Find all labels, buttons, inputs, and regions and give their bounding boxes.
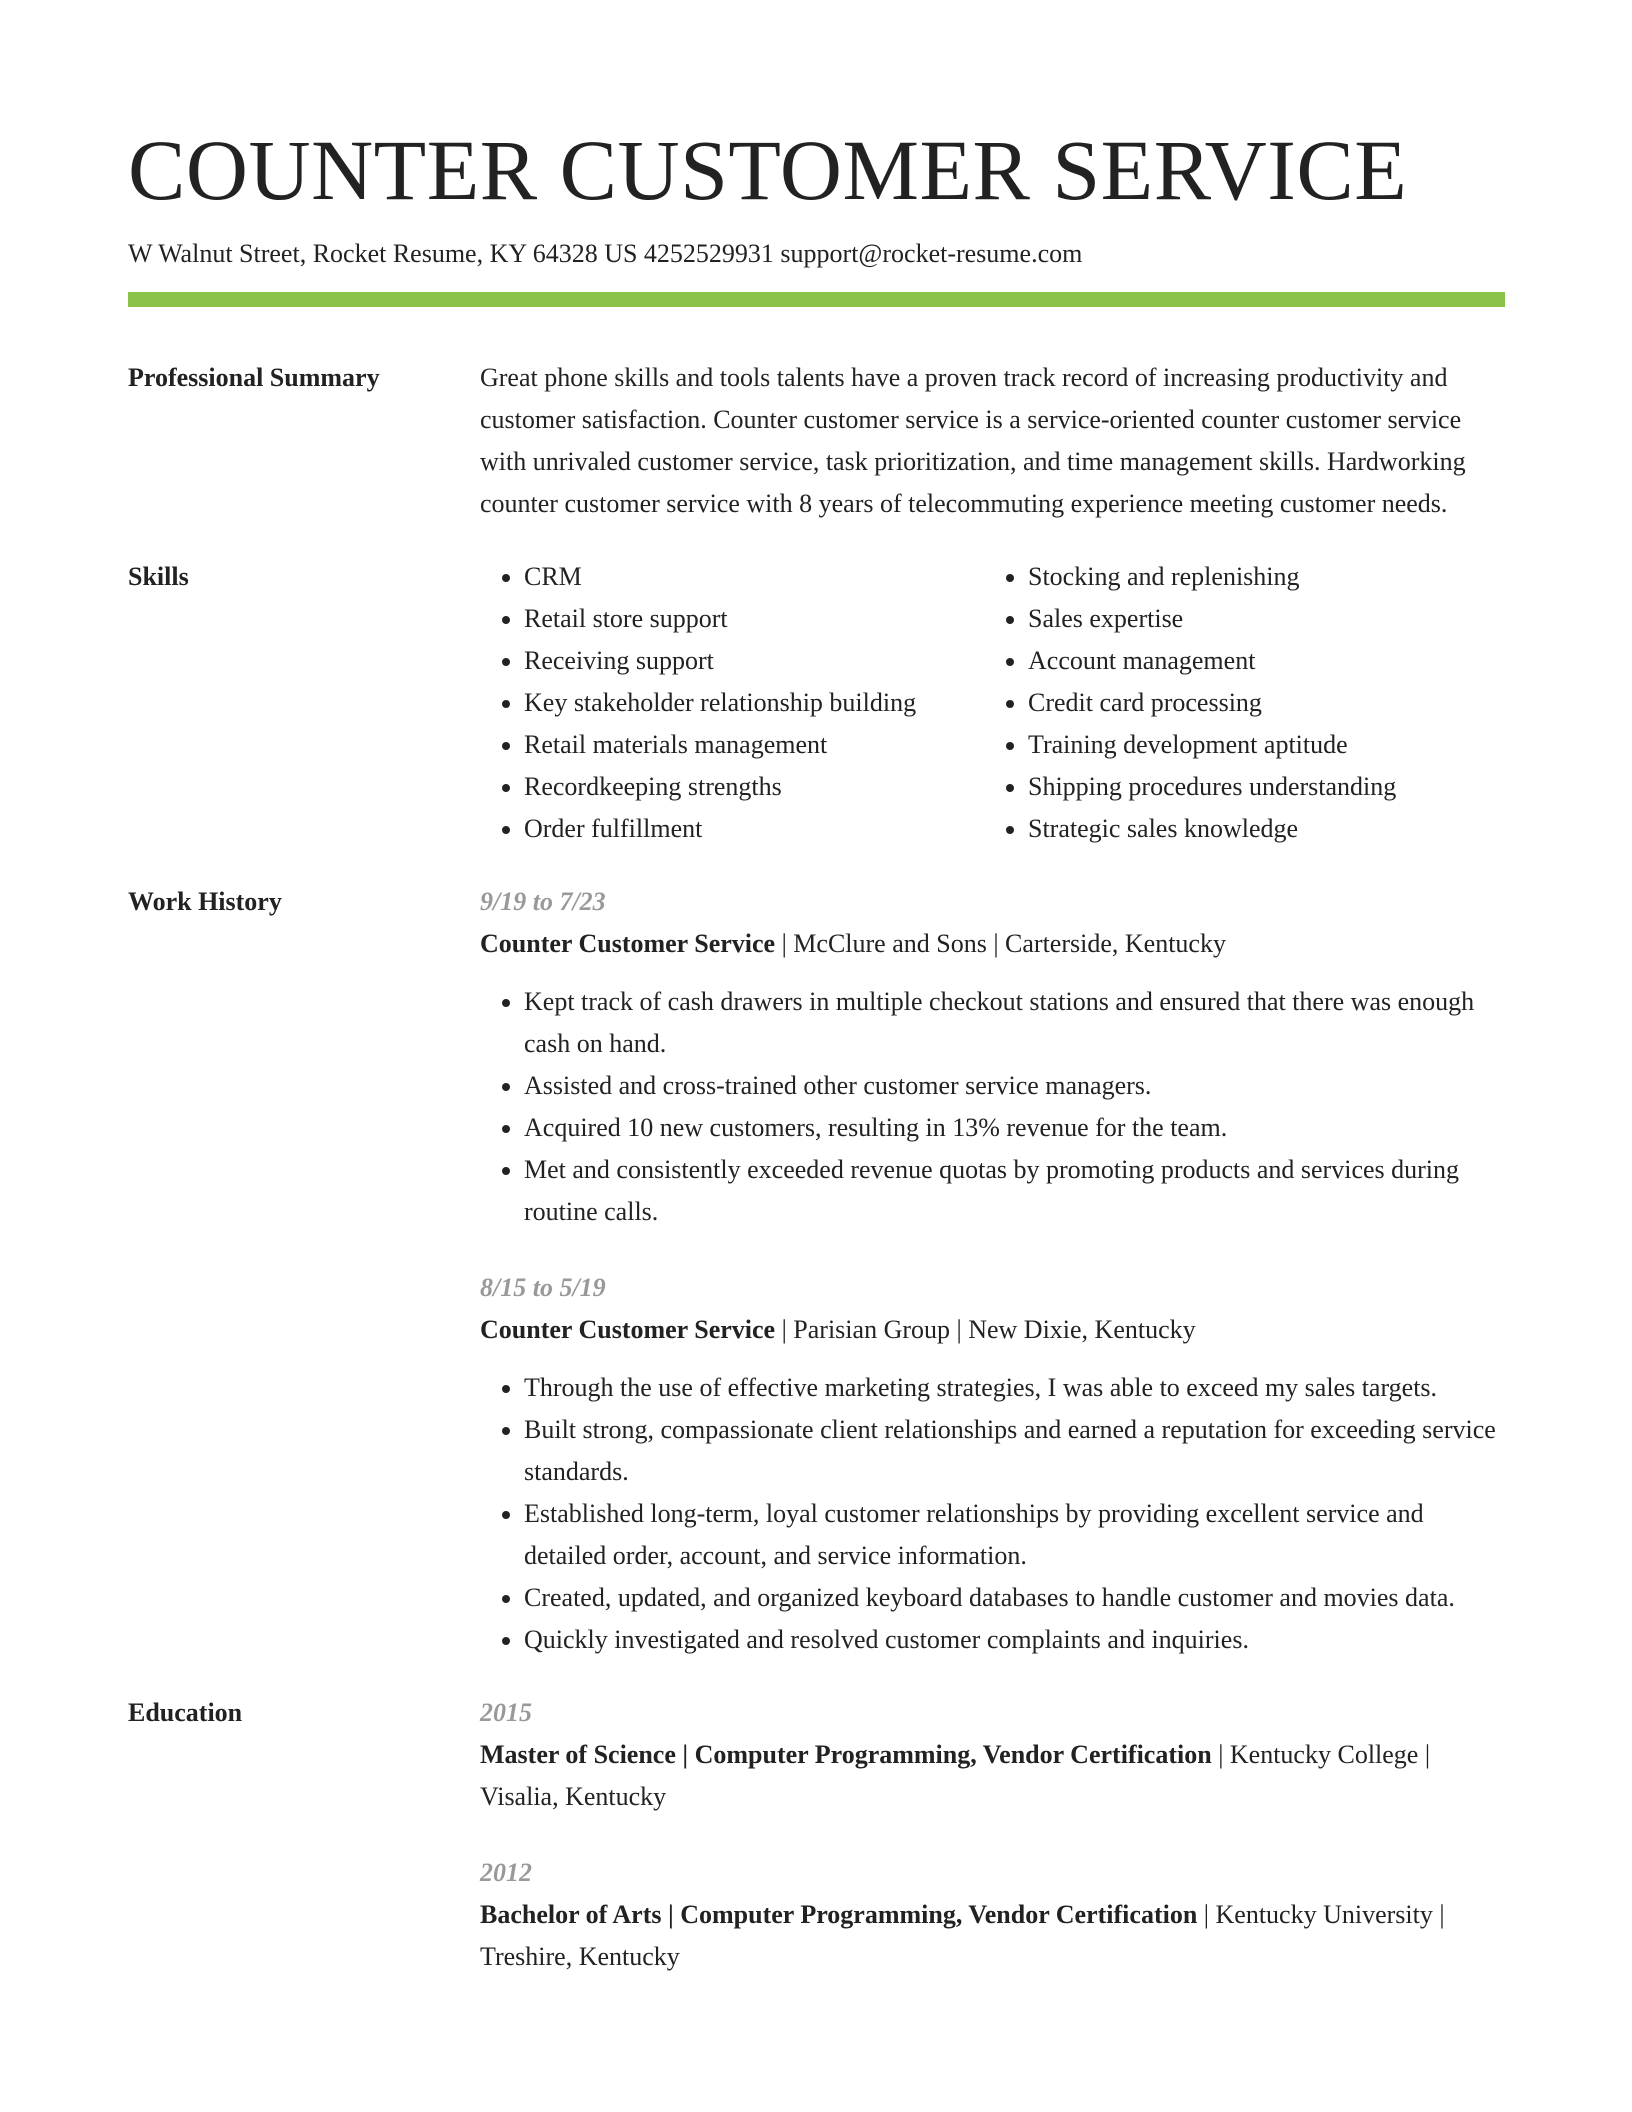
resume-name: COUNTER CUSTOMER SERVICE (128, 122, 1408, 218)
header-divider (128, 292, 1505, 307)
skill-item: • Stocking and replenishing (1028, 556, 1396, 598)
skills-label: Skills (128, 562, 189, 591)
work-history-label: Work History (128, 887, 282, 916)
education-details: | Kentucky College | Visalia, Kentucky (480, 1740, 1431, 1811)
education-degree: Bachelor of Arts | Computer Programming, Vendor Certification (480, 1900, 1198, 1929)
job-bullet: • Quickly investigated and resolved customer complaints and inquiries. (524, 1619, 1505, 1661)
skills-list-right (984, 556, 1396, 850)
education-entry (480, 1692, 1505, 1818)
skill-item: • Recordkeeping strengths (524, 766, 984, 808)
job-bullets (480, 1367, 1505, 1661)
skill-item: • Retail materials management (524, 724, 984, 766)
education-section (128, 1692, 1505, 1978)
job-bullet: • Met and consistently exceeded revenue quotas by promoting products and services during routine calls. (524, 1149, 1505, 1233)
skill-item: • Order fulfillment (524, 808, 984, 850)
education-label: Education (128, 1698, 243, 1727)
skill-item: • Account management (1028, 640, 1396, 682)
skill-item: • Training development aptitude (1028, 724, 1396, 766)
job-bullet: • Assisted and cross-trained other customer service managers. (524, 1065, 1505, 1107)
skill-item: • Sales expertise (1028, 598, 1396, 640)
education-degree-line (480, 1734, 1505, 1818)
job-title: Counter Customer Service (480, 929, 776, 958)
job-bullet: • Created, updated, and organized keyboard databases to handle customer and movies data. (524, 1577, 1505, 1619)
job-bullet: • Built strong, compassionate client relationships and earned a reputation for exceeding service standards. (524, 1409, 1505, 1493)
job-dates: 9/19 to 7/23 (480, 887, 606, 916)
skills-list-left (480, 556, 984, 850)
education-entry (480, 1852, 1505, 1978)
education-degree-line (480, 1894, 1505, 1978)
skill-item: • Shipping procedures understanding (1028, 766, 1396, 808)
work-history-section (128, 881, 1505, 1661)
job-details: | Parisian Group | New Dixie, Kentucky (775, 1315, 1196, 1344)
job-details: | McClure and Sons | Carterside, Kentucky (775, 929, 1226, 958)
job-bullet: • Acquired 10 new customers, resulting in 13% revenue for the team. (524, 1107, 1505, 1149)
job-bullet: • Through the use of effective marketing strategies, I was able to exceed my sales targets. (524, 1367, 1505, 1409)
job-entry (480, 881, 1505, 1233)
skill-item: • Strategic sales knowledge (1028, 808, 1396, 850)
job-title: Counter Customer Service (480, 1315, 776, 1344)
skill-item: • Receiving support (524, 640, 984, 682)
job-bullet: • Kept track of cash drawers in multiple checkout stations and ensured that there was enough cash on hand. (524, 981, 1505, 1065)
job-bullets (480, 981, 1505, 1233)
summary-section (128, 357, 1505, 525)
job-dates: 8/15 to 5/19 (480, 1273, 606, 1302)
skill-item: • Key stakeholder relationship building (524, 682, 984, 724)
skill-item: • Retail store support (524, 598, 984, 640)
summary-text: Great phone skills and tools talents have a proven track record of increasing productivity and customer satisfaction. Counter customer service is a service-oriented counter customer service with unrivaled customer service, task prioritization, and time management skills. Hardworking counter customer service with 8 years of telecommuting experience meeting customer needs. (480, 363, 1466, 518)
job-bullet: • Established long-term, loyal customer relationships by providing excellent service and detailed order, account, and service information. (524, 1493, 1505, 1577)
skills-section (128, 556, 1505, 850)
contact-line: W Walnut Street, Rocket Resume, KY 64328 US 4252529931 support@rocket-resume.com (128, 239, 1083, 268)
education-degree: Master of Science | Computer Programming, Vendor Certification (480, 1740, 1212, 1769)
education-year: 2012 (480, 1858, 532, 1887)
job-role (480, 923, 1505, 965)
education-year: 2015 (480, 1698, 532, 1727)
summary-label: Professional Summary (128, 363, 380, 392)
job-entry (480, 1267, 1505, 1661)
education-details: | Kentucky University | Treshire, Kentucky (480, 1900, 1445, 1971)
skill-item: • Credit card processing (1028, 682, 1396, 724)
job-role (480, 1309, 1505, 1351)
skill-item: • CRM (524, 556, 984, 598)
resume-page (128, 120, 1505, 1978)
